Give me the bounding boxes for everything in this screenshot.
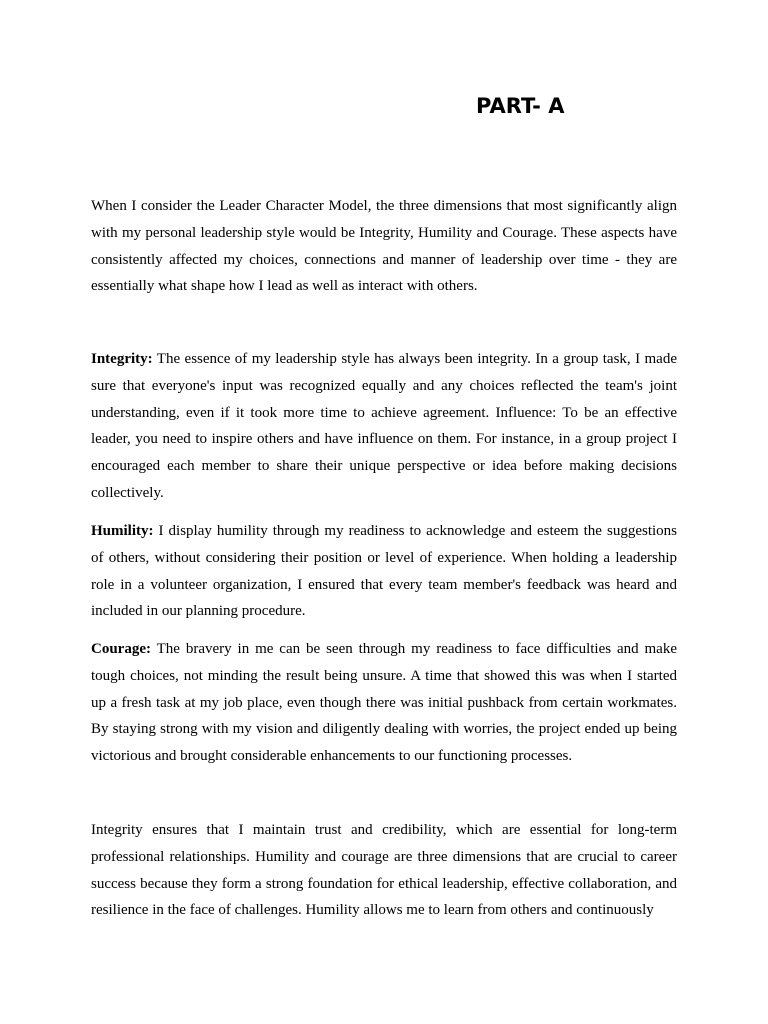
integrity-paragraph	[91, 346, 677, 507]
page-title: PART- A	[476, 94, 565, 118]
closing-paragraph: Integrity ensures that I maintain trust and credibility, which are essential for long-term professional relationships. Humility and courage are three dimensions that are crucial to career success because they form a strong foundation for ethical leadership, effective collaboration, and resilience in the face of challenges. Humility allows me to learn from others and continuously	[91, 822, 677, 919]
integrity-text: The essence of my leadership style has always been integrity. In a group task, I made sure that everyone's input was recognized equally and any choices reflected the team's joint understanding, even if it took more time to achieve agreement. Influence: To be an effective leader, you need to inspire others and have influence on them. For instance, in a group project I encouraged each member to share their unique perspective or idea before making decisions collectively.	[91, 351, 677, 501]
courage-paragraph	[91, 636, 677, 770]
courage-heading: Courage:	[91, 641, 151, 657]
humility-heading: Humility:	[91, 523, 154, 539]
humility-paragraph	[91, 518, 677, 625]
intro-paragraph: When I consider the Leader Character Model, the three dimensions that most significantly align with my personal leadership style would be Integrity, Humility and Courage. These aspects have consistently affected my choices, connections and manner of leadership over time - they are essentially what shape how I lead as well as interact with others.	[91, 198, 677, 295]
courage-text: The bravery in me can be seen through my readiness to face difficulties and make tough choices, not minding the result being unsure. A time that showed this was when I started up a fresh task at my job place, even though there was initial pushback from certain workmates. By staying strong with my vision and diligently dealing with worries, the project ended up being victorious and brought considerable enhancements to our functioning processes.	[91, 641, 677, 764]
humility-text: I display humility through my readiness to acknowledge and esteem the suggestions of others, without considering their position or level of experience. When holding a leadership role in a volunteer organization, I ensured that every team member's feedback was heard and included in our planning procedure.	[91, 523, 677, 620]
integrity-heading: Integrity:	[91, 351, 153, 367]
